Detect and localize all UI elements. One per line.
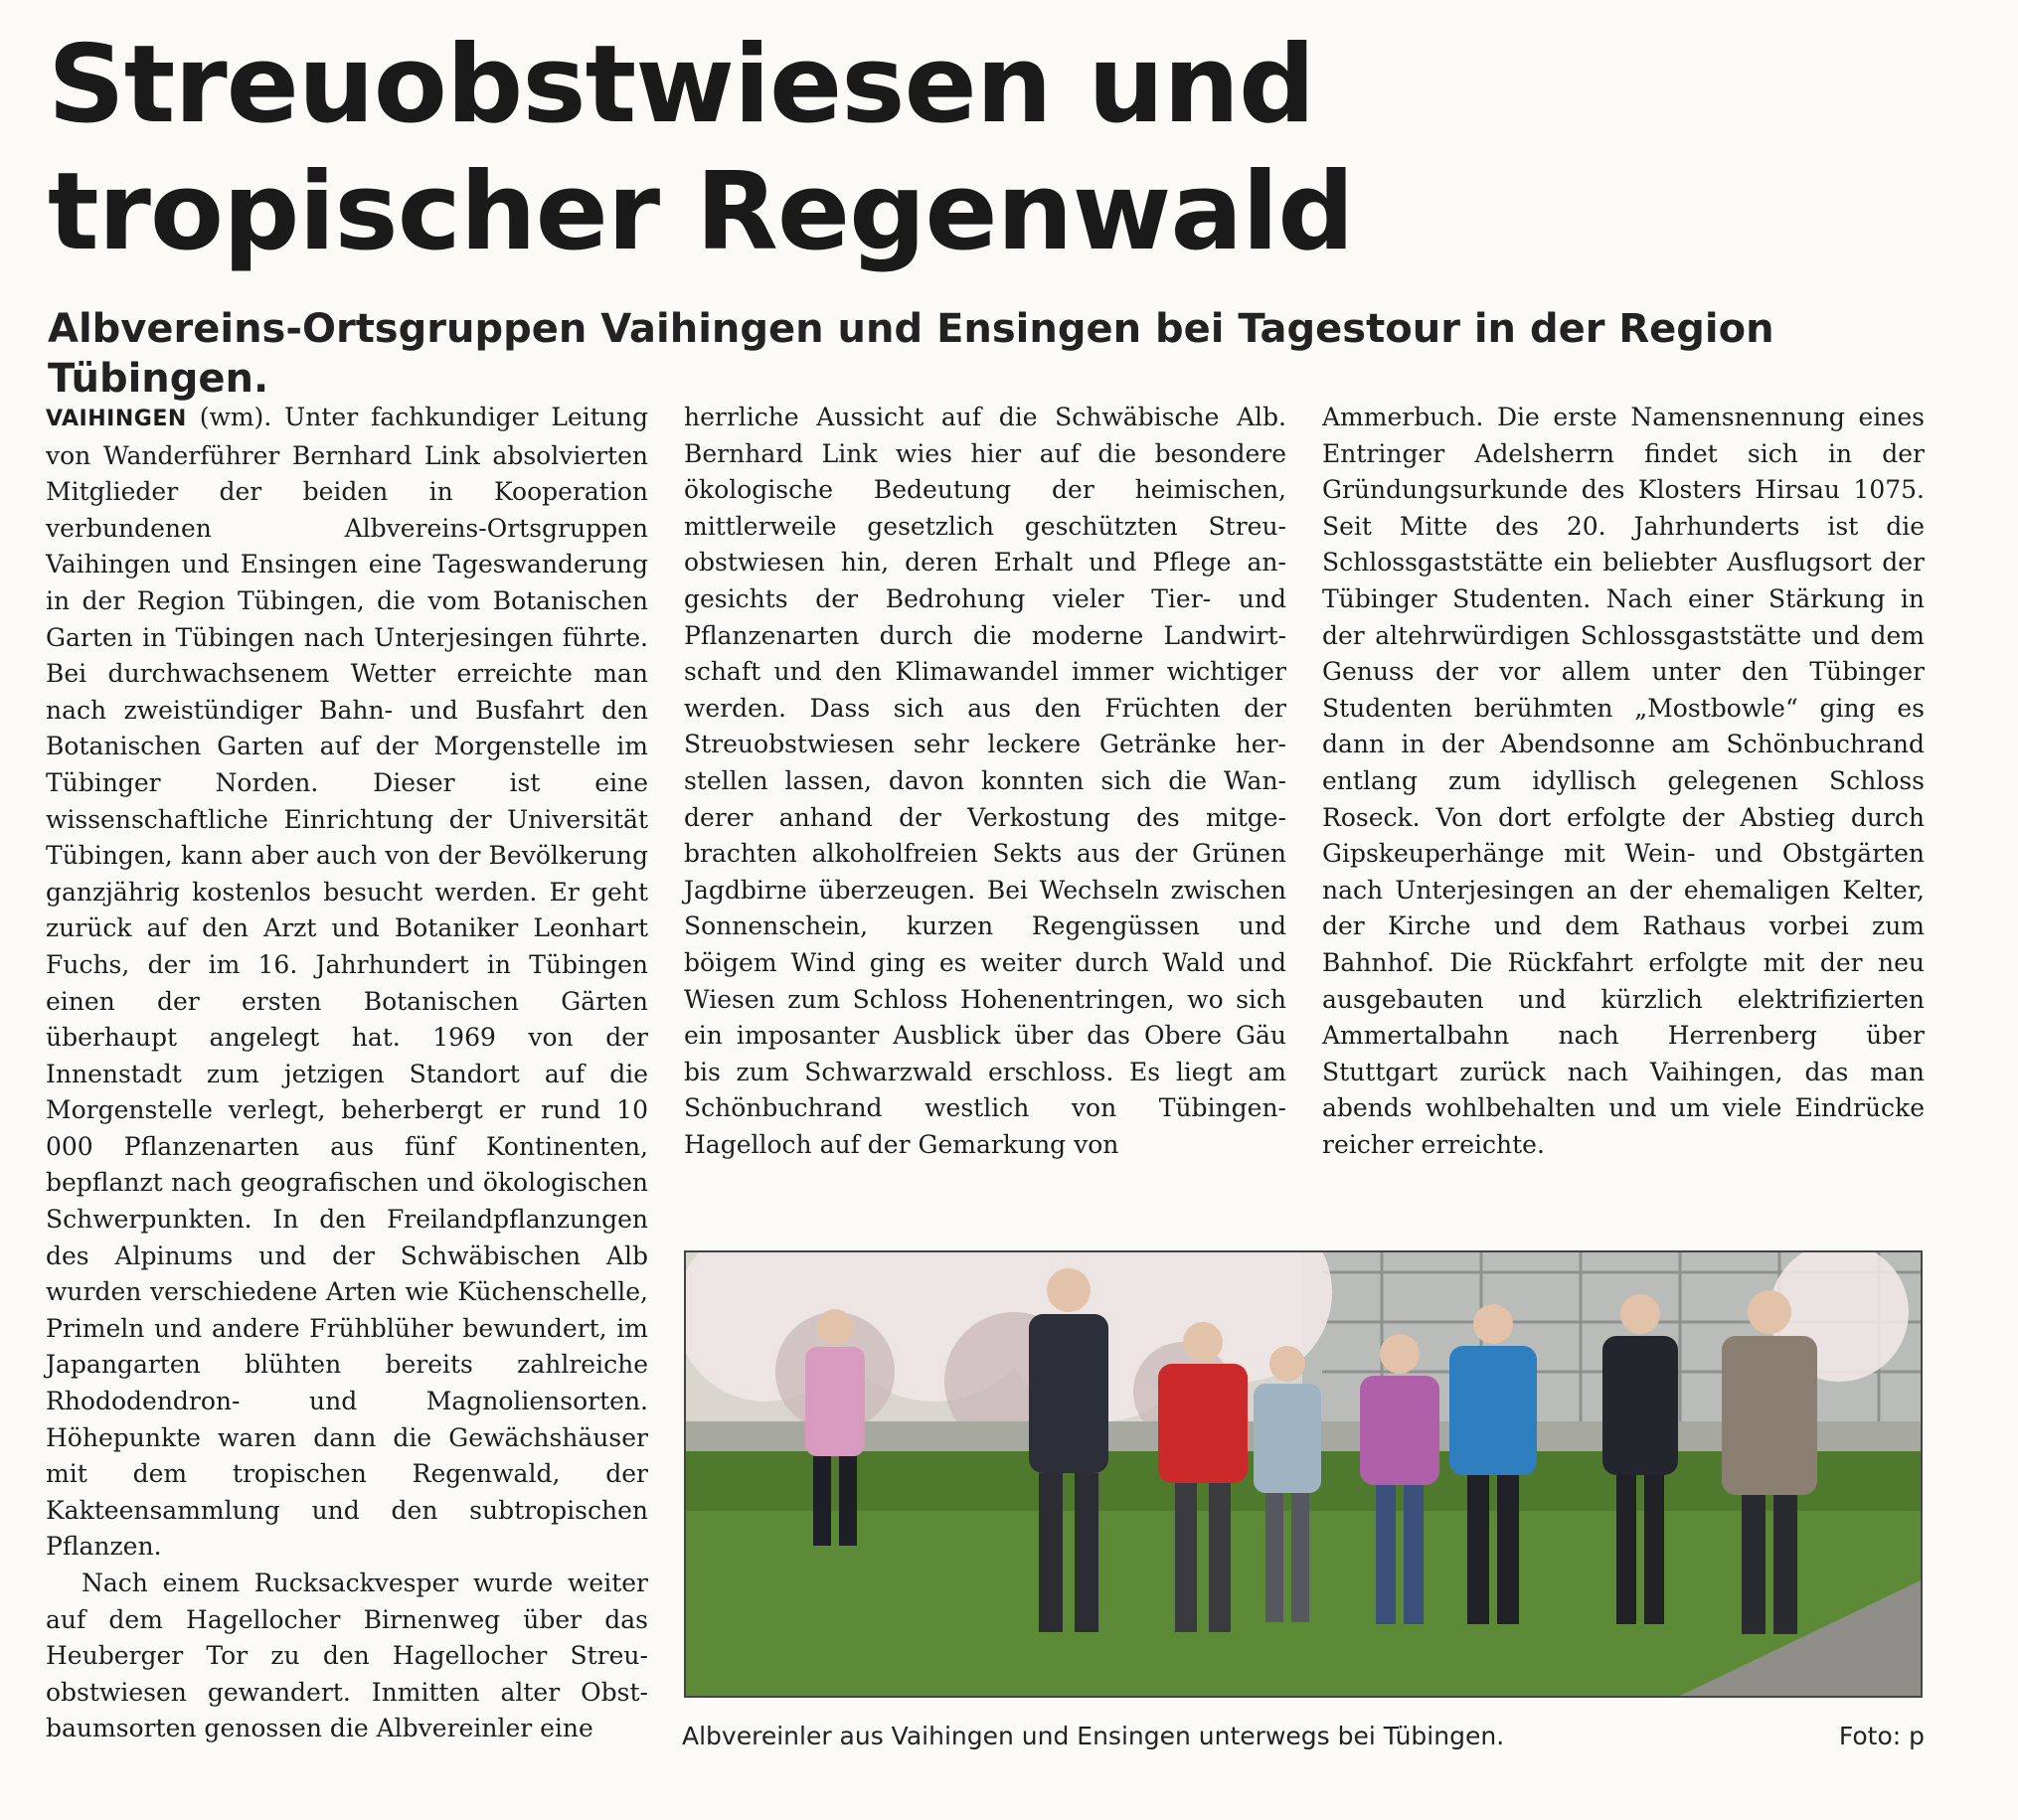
paragraph: Nach einem Rucksackvesper wurde weiter auf dem Hagellocher Birnenweg über das Heuberger Tor zu den Hagellocher Streuobstwiesen gewandert. Inmitten alter Obstbaumsorten genossen die Albvereinler eine: [46, 1569, 648, 1743]
photo-credit: Foto: p: [1838, 1722, 1925, 1750]
paragraph: Ammerbuch. Die erste Namensnennung eines Entringer Adelsherrn findet sich in der Gründungsurkunde des Klosters Hirsau 1075. Seit Mitte des 20. Jahrhunderts ist die Schlossgaststätte ein beliebter Ausflugsort der Tübinger Studenten. Nach einer Stärkung in der altehrwürdigen Schlossgaststätte und dem Genuss der vor allem unter den Tübinger Studenten berühmten „Mostbowle“ ging es dann in der Abendsonne am Schönbuchrand entlang zum idyllisch gelegenen Schloss Roseck. Von dort erfolgte der Abstieg durch Gipskeuperhänge mit Wein- und Obstgärten nach Unterjesingen an der ehemaligen Kelter, der Kirche und dem Rathaus vorbei zum Bahnhof. Die Rückfahrt erfolgte mit der neu ausgebauten und kürzlich elektrifizierten Ammertalbahn nach Herrenberg über Stuttgart zurück nach Vaihingen, das man abends wohlbehalten und um viele Eindrücke reicher erreichte.: [1322, 403, 1925, 1159]
headline-line-2: tropischer Regenwald: [48, 150, 1354, 274]
paragraph-text: (wm). Unter fachkundiger Leitung von Wanderführer Bernhard Link absolvierten Mitglieder der beiden in Kooperation verbundenen Albvereins-Ortsgruppen Vaihingen und Ensingen eine Tageswanderung in der Region Tübingen, die vom Botanischen Garten in Tübingen nach Unterjesingen führte. Bei durchwachsenem Wetter erreichte man nach zweistündiger Bahn- und Busfahrt den Botanischen Garten auf der Morgenstelle im Tübinger Norden. Dieser ist eine wissenschaftliche Einrichtung der Universität Tübingen, kann aber auch von der Bevölkerung ganzjährig kostenlos besucht werden. Er geht zurück auf den Arzt und Botaniker Leonhart Fuchs, der im 16. Jahrhundert in Tübingen einen der ersten Botanischen Gärten überhaupt angelegt hat. 1969 von der Innenstadt zum jetzigen Standort auf die Morgenstelle verlegt, beherbergt er rund 10 000 Pflanzenarten aus fünf Kontinenten, bepflanzt nach geografischen und ökologischen Schwerpunkten. In den Freilandpflanzungen des Alpinums und der Schwäbischen Alb wurden verschiedene Arten wie Küchenschelle, Primeln und andere Frühblüher bewundert, im Japangarten blühten bereits zahlreiche Rhododendron- und Magnoliensorten. Höhepunkte waren dann die Gewächshäuser mit dem tropischen Regenwald, der Kakteensammlung und den subtropischen Pflanzen.: [46, 403, 648, 1562]
photo-caption: Albvereinler aus Vaihingen und Ensingen unterwegs bei Tübingen.: [682, 1722, 1505, 1750]
paragraph: herrliche Aussicht auf die Schwäbische Alb. Bernhard Link wies hier auf die besondere ökologische Bedeutung der heimischen, mittlerweile gesetzlich geschützten Streuobstwiesen hin, deren Erhalt und Pflege angesichts der Bedrohung vieler Tier- und Pflanzenarten durch die moderne Landwirtschaft und den Klimawandel immer wichtiger werden. Dass sich aus den Früchten der Streuobstwiesen sehr leckere Getränke herstellen lassen, davon konnten sich die Wanderer anhand der Verkostung des mitgebrachten alkoholfreien Sekts aus der Grünen Jagdbirne überzeugen. Bei Wechseln zwischen Sonnenschein, kurzen Regengüssen und böigem Wind ging es weiter durch Wald und Wiesen zum Schloss Hohenentringen, wo sich ein imposanter Ausblick über das Obere Gäu bis zum Schwarzwald erschloss. Es liegt am Schönbuchrand westlich von Tübingen-Hagelloch auf der Gemarkung von: [684, 403, 1286, 1159]
paragraph: [46, 400, 648, 1566]
group-photo-illustration: [686, 1252, 1921, 1696]
article-column-1: [46, 400, 648, 1747]
article-column-2: [684, 400, 1286, 1163]
article-column-3: [1322, 400, 1925, 1163]
group-photo: [684, 1250, 1923, 1698]
headline: [48, 22, 1936, 276]
subheadline: Albvereins-Ortsgruppen Vaihingen und Ensingen bei Tagestour in der Region Tübingen.: [48, 306, 1774, 402]
headline-line-1: Streuobstwiesen und: [48, 23, 1315, 147]
dateline: VAIHINGEN: [46, 407, 187, 431]
